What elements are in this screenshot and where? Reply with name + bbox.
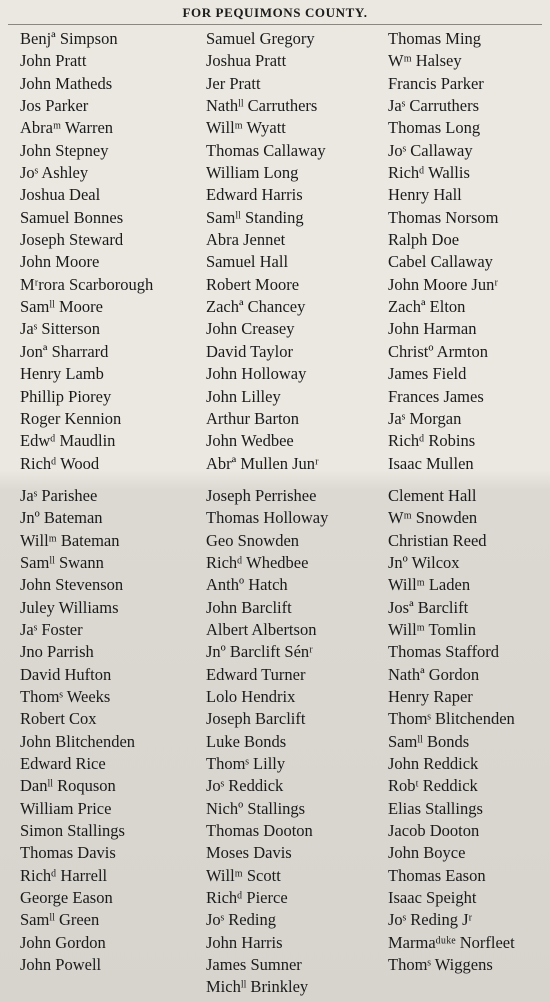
name-entry: Joˢ Reding bbox=[206, 910, 276, 930]
name-entry: Jnº Barclift Sénʳ bbox=[206, 642, 313, 662]
name-entry: Richᵈ Whedbee bbox=[206, 552, 309, 572]
name-entry: Richᵈ Harrell bbox=[20, 865, 108, 885]
name-entry: William Long bbox=[206, 163, 299, 183]
name-entry: Jaˢ Parishee bbox=[20, 485, 98, 505]
name-entry: Thomas Davis bbox=[20, 843, 116, 863]
name-entry: Thomas Callaway bbox=[206, 140, 326, 160]
name-entry: Wᵐ Snowden bbox=[388, 508, 478, 528]
name-entry: Thomˢ Blitchenden bbox=[388, 709, 515, 729]
name-entry: John Moore Junʳ bbox=[388, 274, 498, 294]
name-entry: Thomas Norsom bbox=[388, 207, 499, 227]
name-entry: Nathˡˡ Carruthers bbox=[206, 96, 318, 116]
name-entry: Christian Reed bbox=[388, 530, 487, 550]
name-entry: Michˡˡ Brinkley bbox=[206, 977, 309, 997]
name-entry: Danˡˡ Roquson bbox=[20, 776, 116, 796]
name-entry: Simon Stallings bbox=[20, 821, 125, 841]
name-entry: John Gordon bbox=[20, 932, 106, 952]
name-entry: Richᵈ Wallis bbox=[388, 163, 470, 183]
name-entry: Henry Hall bbox=[388, 185, 462, 205]
name-entry: John Boyce bbox=[388, 843, 466, 863]
name-entry: Moses Davis bbox=[206, 843, 292, 863]
name-column-1 bbox=[20, 28, 200, 976]
name-entry: John Powell bbox=[20, 955, 102, 975]
name-entry: Arthur Barton bbox=[206, 408, 300, 428]
name-entry: Jnº Wilcox bbox=[388, 552, 460, 572]
name-entry: Thomas Stafford bbox=[388, 642, 500, 662]
name-entry: Edward Harris bbox=[206, 185, 303, 205]
section-gap bbox=[20, 475, 200, 485]
name-entry: Abrª Mullen Junʳ bbox=[206, 453, 319, 473]
name-entry: Jaˢ Morgan bbox=[388, 408, 462, 428]
name-entry: David Hufton bbox=[20, 664, 112, 684]
name-entry: Samˡˡ Moore bbox=[20, 297, 103, 317]
name-entry: Edward Rice bbox=[20, 754, 106, 773]
name-entry: George Eason bbox=[20, 888, 113, 908]
name-entry: Abra Jennet bbox=[206, 230, 286, 250]
name-entry: Willᵐ Tomlin bbox=[388, 619, 476, 639]
name-entry: Willᵐ Wyatt bbox=[206, 118, 286, 138]
name-entry: Joˢ Reding Jʳ bbox=[388, 910, 473, 930]
name-entry: Jonª Sharrard bbox=[20, 341, 109, 361]
name-entry: Samuel Hall bbox=[206, 252, 289, 272]
name-entry: John Blitchenden bbox=[20, 731, 136, 751]
name-entry: Thomˢ Lilly bbox=[206, 754, 286, 773]
header-rule bbox=[8, 24, 542, 25]
name-entry: John Moore bbox=[20, 252, 100, 272]
name-entry: Albert Albertson bbox=[206, 619, 317, 639]
name-entry: William Price bbox=[20, 798, 112, 818]
name-entry: John Stevenson bbox=[20, 575, 124, 595]
name-entry: Jos Parker bbox=[20, 96, 89, 116]
name-entry: Cabel Callaway bbox=[388, 252, 493, 272]
name-entry: Thomas Long bbox=[388, 118, 481, 138]
name-entry: Thomˢ Weeks bbox=[20, 686, 111, 706]
name-entry: Joˢ Callaway bbox=[388, 140, 473, 160]
name-entry: Anthº Hatch bbox=[206, 575, 288, 595]
name-entry: John Pratt bbox=[20, 51, 87, 71]
name-entry: Joseph Barclift bbox=[206, 709, 306, 729]
name-entry: Samˡˡ Standing bbox=[206, 207, 304, 227]
name-entry: Clement Hall bbox=[388, 485, 477, 505]
name-entry: Thomas Holloway bbox=[206, 508, 329, 528]
name-entry: Joshua Pratt bbox=[206, 51, 287, 71]
name-entry: Jaˢ Sitterson bbox=[20, 319, 101, 339]
name-entry: Wᵐ Halsey bbox=[388, 51, 462, 71]
name-entry: John Holloway bbox=[206, 364, 307, 384]
name-entry: Frances James bbox=[388, 386, 484, 406]
name-entry: Marmaᵈᵘᵏᵉ Norfleet bbox=[388, 932, 515, 952]
name-column-3 bbox=[388, 28, 548, 976]
name-entry: Edward Turner bbox=[206, 664, 306, 684]
name-entry: Samˡˡ Bonds bbox=[388, 731, 470, 751]
name-entry: Benjª Simpson bbox=[20, 29, 118, 48]
name-entry: Lolo Hendrix bbox=[206, 686, 296, 706]
name-entry: James Sumner bbox=[206, 955, 302, 975]
page-header: FOR PEQUIMONS COUNTY. bbox=[182, 5, 368, 20]
name-entry: Willᵐ Laden bbox=[388, 575, 471, 595]
name-entry: Phillip Piorey bbox=[20, 386, 112, 406]
name-entry: John Wedbee bbox=[206, 431, 294, 451]
name-entry: Isaac Mullen bbox=[388, 453, 474, 473]
name-entry: Henry Lamb bbox=[20, 364, 104, 384]
name-entry: Robert Moore bbox=[206, 274, 300, 294]
name-entry: Joˢ Ashley bbox=[20, 163, 89, 183]
name-entry: John Matheds bbox=[20, 73, 113, 93]
name-entry: Francis Parker bbox=[388, 73, 484, 93]
name-entry: Nathª Gordon bbox=[388, 664, 480, 684]
name-entry: Ralph Doe bbox=[388, 230, 460, 250]
name-entry: John Stepney bbox=[20, 140, 109, 160]
name-column-2 bbox=[206, 28, 386, 999]
name-entry: Nichº Stallings bbox=[206, 798, 306, 818]
name-entry: Elias Stallings bbox=[388, 798, 483, 818]
name-entry: Thomas Ming bbox=[388, 29, 482, 48]
name-entry: John Reddick bbox=[388, 754, 479, 773]
name-entry: Jer Pratt bbox=[206, 73, 261, 93]
name-entry: Richᵈ Wood bbox=[20, 453, 100, 473]
name-entry: Samuel Bonnes bbox=[20, 207, 124, 227]
name-entry: John Creasey bbox=[206, 319, 295, 339]
name-entry: Jacob Dooton bbox=[388, 821, 480, 841]
name-entry: John Harris bbox=[206, 932, 283, 952]
name-entry: Jaˢ Carruthers bbox=[388, 96, 480, 116]
name-entry: Jno Parrish bbox=[20, 642, 94, 662]
name-entry: David Taylor bbox=[206, 341, 293, 361]
name-entry: Luke Bonds bbox=[206, 731, 287, 751]
name-entry: Samˡˡ Swann bbox=[20, 552, 104, 572]
name-entry: Samˡˡ Green bbox=[20, 910, 100, 930]
name-entry: Joseph Perrishee bbox=[206, 485, 317, 505]
name-entry: Robᵗ Reddick bbox=[388, 776, 478, 796]
name-entry: Joshua Deal bbox=[20, 185, 101, 205]
name-entry: Samuel Gregory bbox=[206, 29, 315, 48]
name-entry: Willᵐ Bateman bbox=[20, 530, 120, 550]
name-entry: Joseph Steward bbox=[20, 230, 124, 250]
name-entry: Roger Kennion bbox=[20, 408, 122, 428]
name-entry: Mʳrora Scarborough bbox=[20, 274, 154, 294]
name-entry: Richᵈ Pierce bbox=[206, 888, 288, 908]
name-entry: John Harman bbox=[388, 319, 477, 339]
name-entry: Edwᵈ Maudlin bbox=[20, 431, 116, 451]
name-entry: Geo Snowden bbox=[206, 530, 300, 550]
name-entry: Joˢ Reddick bbox=[206, 776, 284, 796]
name-entry: Isaac Speight bbox=[388, 888, 477, 908]
name-entry: Zachª Elton bbox=[388, 297, 466, 317]
name-entry: Zachª Chancey bbox=[206, 297, 306, 317]
name-entry: Abraᵐ Warren bbox=[20, 118, 114, 138]
name-entry: Richᵈ Robins bbox=[388, 431, 476, 451]
section-gap bbox=[388, 475, 548, 485]
name-entry: Thomas Dooton bbox=[206, 821, 313, 841]
name-entry: Christº Armton bbox=[388, 341, 488, 361]
name-entry: Henry Raper bbox=[388, 686, 473, 706]
name-entry: Robert Cox bbox=[20, 709, 97, 729]
name-entry: Josª Barclift bbox=[388, 597, 469, 617]
section-gap bbox=[206, 475, 386, 485]
name-entry: John Lilley bbox=[206, 386, 281, 406]
name-entry: Jnº Bateman bbox=[20, 508, 103, 528]
name-entry: John Barclift bbox=[206, 597, 292, 617]
name-entry: Willᵐ Scott bbox=[206, 865, 281, 885]
name-columns bbox=[0, 28, 550, 998]
name-entry: Jaˢ Foster bbox=[20, 619, 83, 639]
name-entry: Juley Williams bbox=[20, 597, 119, 617]
name-entry: Thomas Eason bbox=[388, 865, 486, 885]
name-entry: James Field bbox=[388, 364, 467, 384]
name-entry: Thomˢ Wiggens bbox=[388, 955, 493, 975]
